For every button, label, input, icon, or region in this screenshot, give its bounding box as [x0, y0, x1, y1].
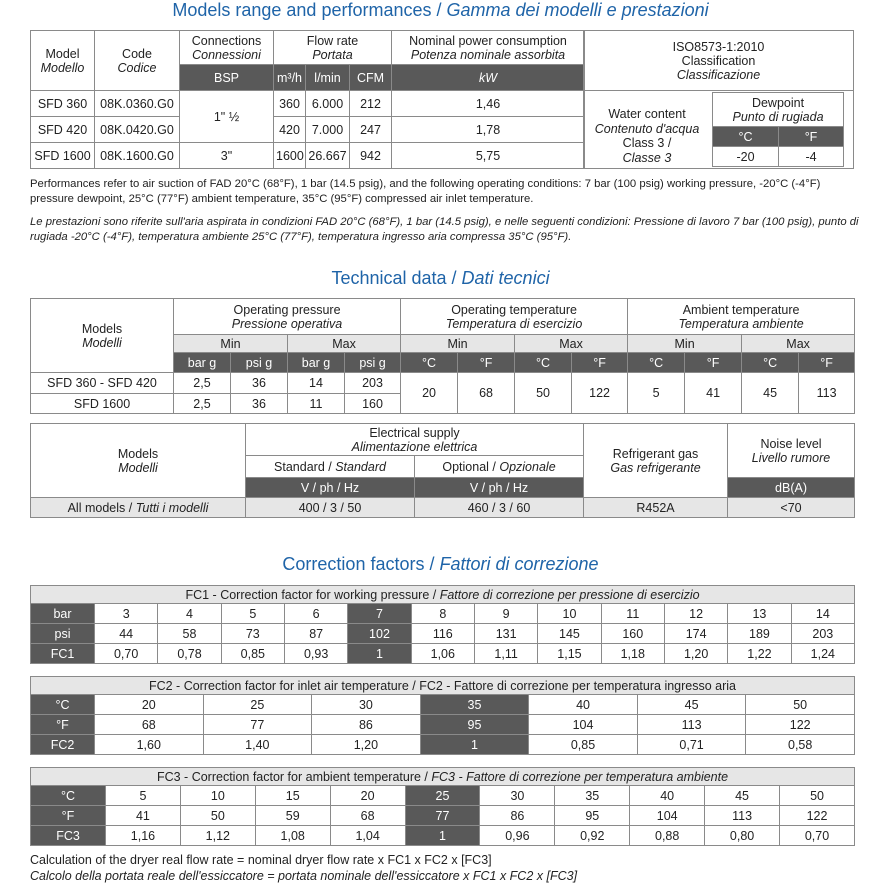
cell-cfm: 942: [350, 143, 392, 169]
title-en: Models range and performances: [172, 0, 432, 20]
cell-value: 1,18: [601, 644, 664, 664]
cell-value: 1,20: [664, 644, 727, 664]
cell-value: 30: [312, 695, 421, 715]
water-en: Water content: [608, 107, 686, 121]
cell-value: 87: [284, 624, 347, 644]
header-electrical-supply: Electrical supply Alimentazione elettrica: [246, 424, 584, 456]
table-row: [31, 644, 855, 664]
cell-value: 1,22: [728, 644, 791, 664]
cell-value: 1,15: [538, 644, 601, 664]
table-row: [31, 786, 855, 806]
cell-connection: 3": [180, 143, 274, 169]
cell-models: SFD 360 - SFD 420: [31, 373, 174, 394]
cell-value: 8: [411, 604, 474, 624]
cell-model: SFD 1600: [31, 143, 95, 169]
table-row: [31, 806, 855, 826]
cell-value: 95: [420, 715, 529, 735]
cell-model: SFD 360: [31, 91, 95, 117]
cell-value: 122: [572, 373, 628, 414]
header-dewpoint: Dewpoint Punto di rugiada: [713, 93, 844, 127]
title-it: Gamma dei modelli e prestazioni: [446, 0, 709, 20]
table-row: [31, 604, 855, 624]
cell-value: 12: [664, 604, 727, 624]
row-label: °C: [31, 786, 106, 806]
cell-value: 13: [728, 604, 791, 624]
cell-value: 41: [685, 373, 742, 414]
cell-value: 1,20: [312, 735, 421, 755]
min-label: Min: [401, 335, 515, 353]
cell-value: 1,16: [106, 826, 181, 846]
table-row: [31, 826, 855, 846]
table-row: [31, 143, 585, 169]
dew-f-value: -4: [779, 147, 844, 167]
cell-value: 50: [746, 695, 855, 715]
cell-value: 0,96: [480, 826, 555, 846]
title-it: Dati tecnici: [461, 268, 550, 288]
cell-value: 0,71: [637, 735, 746, 755]
cell-value: 113: [705, 806, 780, 826]
cell-value: 95: [555, 806, 630, 826]
unit-f: °F: [799, 353, 855, 373]
fc2-table: [30, 676, 855, 755]
unit-psig: psi g: [231, 353, 288, 373]
header-ambient-temperature: Ambient temperature Temperatura ambiente: [628, 299, 855, 335]
min-label: Min: [628, 335, 742, 353]
cell-value: 36: [231, 373, 288, 394]
cell-noise-value: <70: [728, 498, 855, 518]
table-row: [31, 624, 855, 644]
cell-value: 20: [95, 695, 204, 715]
cell-value: 6: [284, 604, 347, 624]
unit-barg: bar g: [174, 353, 231, 373]
tech-table-1: [30, 298, 855, 414]
cell-value: 36: [231, 394, 288, 414]
cell-value: 35: [420, 695, 529, 715]
table-row: [31, 498, 855, 518]
max-label: Max: [515, 335, 628, 353]
models-table: [30, 30, 585, 169]
cell-value: 45: [742, 373, 799, 414]
fc1-table: [30, 585, 855, 664]
cell-value: 1,40: [203, 735, 312, 755]
water-class: Class 3 / Classe 3: [622, 136, 672, 165]
cell-value: 160: [601, 624, 664, 644]
cell-refrigerant-value: R452A: [584, 498, 728, 518]
fc3-title: FC3 - Correction factor for ambient temperature / FC3 - Fattore di correzione per temperatura ambiente: [31, 768, 855, 786]
cell-value: 77: [405, 806, 480, 826]
cell-value: 1: [405, 826, 480, 846]
row-label: °F: [31, 806, 106, 826]
footer-formula-en: Calculation of the dryer real flow rate = nominal dryer flow rate x FC1 x FC2 x [FC3]: [30, 853, 492, 867]
header-code: Code Codice: [95, 31, 180, 91]
unit-c: °C: [742, 353, 799, 373]
cell-value: 104: [630, 806, 705, 826]
cell-value: 11: [601, 604, 664, 624]
cell-value: 77: [203, 715, 312, 735]
title-sep: /: [446, 268, 462, 288]
cell-value: 1,04: [330, 826, 405, 846]
cell-value: 41: [106, 806, 181, 826]
title-en: Technical data: [331, 268, 447, 288]
unit-c: °C: [628, 353, 685, 373]
cell-connection: 1" ½: [180, 91, 274, 143]
header-operating-temperature: Operating temperature Temperatura di esercizio: [401, 299, 628, 335]
cell-value: 45: [705, 786, 780, 806]
cell-value: 0,70: [95, 644, 158, 664]
cell-value: 4: [158, 604, 221, 624]
cell-value: 50: [780, 786, 855, 806]
cell-value: 10: [538, 604, 601, 624]
cell-value: 0,58: [746, 735, 855, 755]
cell-value: 30: [480, 786, 555, 806]
cell-value: 1: [420, 735, 529, 755]
cell-value: 15: [255, 786, 330, 806]
cell-standard-value: 400 / 3 / 50: [246, 498, 415, 518]
cell-value: 203: [791, 624, 854, 644]
cell-kw: 5,75: [392, 143, 585, 169]
cell-value: 1,08: [255, 826, 330, 846]
cell-m3h: 420: [274, 117, 306, 143]
table-row: [31, 735, 855, 755]
performance-note-en: Performances refer to air suction of FAD 20°C (68°F), 1 bar (14.5 psig), and the following operating conditions: 7 bar (100 psig) working pressure, -20°C (-4°F) pressure dewpoint, 25°C (77°F) ambient temperature, 35°C (95°F) compressed air inlet temperature.: [30, 178, 821, 205]
unit-c: °C: [713, 127, 779, 147]
dew-c-value: -20: [713, 147, 779, 167]
header-models: Models Modelli: [31, 299, 174, 373]
cell-value: 174: [664, 624, 727, 644]
cell-value: 9: [474, 604, 537, 624]
cell-value: 45: [637, 695, 746, 715]
cell-value: 14: [288, 373, 345, 394]
table-row: [31, 695, 855, 715]
header-noise: Noise level Livello rumore: [728, 424, 855, 478]
cell-value: 113: [637, 715, 746, 735]
cell-code: 08K.1600.G0: [95, 143, 180, 169]
header-standard: Standard / Standard: [246, 456, 415, 478]
cell-m3h: 360: [274, 91, 306, 117]
cell-value: 5: [221, 604, 284, 624]
cell-value: 189: [728, 624, 791, 644]
row-label: °F: [31, 715, 95, 735]
cell-value: 0,85: [529, 735, 638, 755]
section-title-models: [0, 0, 881, 21]
tech-table-2: [30, 423, 855, 518]
cell-value: 1,06: [411, 644, 474, 664]
cell-value: 0,80: [705, 826, 780, 846]
unit-c: °C: [401, 353, 458, 373]
unit-dba: dB(A): [728, 478, 855, 498]
cell-value: 2,5: [174, 373, 231, 394]
cell-value: 0,88: [630, 826, 705, 846]
unit-barg: bar g: [288, 353, 345, 373]
cell-value: 68: [458, 373, 515, 414]
cell-m3h: 1600: [274, 143, 306, 169]
header-models: Models Modelli: [31, 424, 246, 498]
row-label: bar: [31, 604, 95, 624]
cell-value: 5: [106, 786, 181, 806]
fc2-title: FC2 - Correction factor for inlet air temperature / FC2 - Fattore di correzione per temperatura ingresso aria: [31, 677, 855, 695]
title-sep: /: [431, 0, 447, 20]
header-optional: Optional / Opzionale: [415, 456, 584, 478]
cell-value: 0,85: [221, 644, 284, 664]
cell-value: 1,11: [474, 644, 537, 664]
table-row: [31, 91, 585, 117]
water-it: Contenuto d'acqua: [594, 121, 700, 136]
cell-models: SFD 1600: [31, 394, 174, 414]
row-label: FC3: [31, 826, 106, 846]
table-row: [31, 117, 585, 143]
cell-value: 58: [158, 624, 221, 644]
header-operating-pressure: Operating pressure Pressione operativa: [174, 299, 401, 335]
title-en: Correction factors: [282, 554, 425, 574]
unit-lmin: l/min: [306, 65, 350, 91]
fc1-title: FC1 - Correction factor for working pressure / Fattore di correzione per pressione di esercizio: [31, 586, 855, 604]
title-sep: /: [424, 554, 440, 574]
cell-value: 116: [411, 624, 474, 644]
unit-vphhz: V / ph / Hz: [246, 478, 415, 498]
row-label: psi: [31, 624, 95, 644]
cell-value: 1,12: [180, 826, 255, 846]
cell-lmin: 6.000: [306, 91, 350, 117]
cell-value: 10: [180, 786, 255, 806]
unit-m3h: m³/h: [274, 65, 306, 91]
cell-value: 68: [330, 806, 405, 826]
cell-value: 86: [312, 715, 421, 735]
cell-value: 1: [348, 644, 411, 664]
cell-value: 68: [95, 715, 204, 735]
cell-value: 44: [95, 624, 158, 644]
cell-kw: 1,46: [392, 91, 585, 117]
title-it: Fattori di correzione: [439, 554, 599, 574]
cell-value: 35: [555, 786, 630, 806]
cell-value: 40: [529, 695, 638, 715]
cell-value: 203: [345, 373, 401, 394]
performance-note-it: Le prestazioni sono riferite sull'aria aspirata in condizioni FAD 20°C (68°F), 1 bar (14.5 psig), e nelle seguenti condizioni: Pressione di lavoro 7 bar (100 psig), punto di rugiada -20°C (-4°F), temperatura ambiente 25°C (77°F), temperatura ingresso aria compressa 35°C (95°F).: [30, 216, 859, 243]
cell-value: 160: [345, 394, 401, 414]
cell-value: 73: [221, 624, 284, 644]
cell-value: 102: [348, 624, 411, 644]
cell-value: 20: [401, 373, 458, 414]
cell-value: 11: [288, 394, 345, 414]
cell-value: 25: [405, 786, 480, 806]
unit-bsp: BSP: [180, 65, 274, 91]
cell-value: 7: [348, 604, 411, 624]
unit-vphhz: V / ph / Hz: [415, 478, 584, 498]
cell-lmin: 26.667: [306, 143, 350, 169]
min-label: Min: [174, 335, 288, 353]
cell-value: 0,93: [284, 644, 347, 664]
cell-code: 08K.0420.G0: [95, 117, 180, 143]
cell-model: SFD 420: [31, 117, 95, 143]
cell-value: 14: [791, 604, 854, 624]
cell-value: 50: [180, 806, 255, 826]
table-row: [31, 373, 855, 394]
header-connections: Connections Connessioni: [180, 31, 274, 65]
row-label: FC1: [31, 644, 95, 664]
cell-value: 131: [474, 624, 537, 644]
footer-formula-it: Calcolo della portata reale dell'essiccatore = portata nominale dell'essiccatore x FC1 x FC2 x [FC3]: [30, 869, 578, 883]
row-label: °C: [31, 695, 95, 715]
section-title-tech: [0, 268, 881, 289]
cell-value: 25: [203, 695, 312, 715]
header-iso: ISO8573-1:2010 Classification Classificazione: [584, 31, 854, 91]
row-label: FC2: [31, 735, 95, 755]
cell-value: 145: [538, 624, 601, 644]
cell-code: 08K.0360.G0: [95, 91, 180, 117]
cell-value: 113: [799, 373, 855, 414]
max-label: Max: [742, 335, 855, 353]
cell-value: 50: [515, 373, 572, 414]
cell-cfm: 212: [350, 91, 392, 117]
cell-all-models: All models / Tutti i modelli: [31, 498, 246, 518]
unit-kw: kW: [392, 65, 585, 91]
cell-value: 122: [780, 806, 855, 826]
cell-value: 1,60: [95, 735, 204, 755]
unit-f: °F: [572, 353, 628, 373]
unit-f: °F: [779, 127, 844, 147]
max-label: Max: [288, 335, 401, 353]
unit-cfm: CFM: [350, 65, 392, 91]
unit-f: °F: [685, 353, 742, 373]
fc3-table: [30, 767, 855, 846]
cell-value: 0,92: [555, 826, 630, 846]
cell-value: 3: [95, 604, 158, 624]
cell-cfm: 247: [350, 117, 392, 143]
cell-value: 2,5: [174, 394, 231, 414]
unit-c: °C: [515, 353, 572, 373]
cell-value: 40: [630, 786, 705, 806]
cell-kw: 1,78: [392, 117, 585, 143]
unit-psig: psi g: [345, 353, 401, 373]
cell-value: 1,24: [791, 644, 854, 664]
cell-optional-value: 460 / 3 / 60: [415, 498, 584, 518]
cell-value: 86: [480, 806, 555, 826]
cell-value: 122: [746, 715, 855, 735]
unit-f: °F: [458, 353, 515, 373]
header-flow: Flow rate Portata: [274, 31, 392, 65]
cell-value: 59: [255, 806, 330, 826]
cell-value: 0,70: [780, 826, 855, 846]
section-title-correction: [0, 554, 881, 575]
header-model: Model Modello: [31, 31, 95, 91]
cell-lmin: 7.000: [306, 117, 350, 143]
table-row: [31, 715, 855, 735]
dewpoint-table: [712, 92, 844, 167]
cell-value: 20: [330, 786, 405, 806]
header-refrigerant: Refrigerant gas Gas refrigerante: [584, 424, 728, 498]
cell-value: 104: [529, 715, 638, 735]
cell-value: 5: [628, 373, 685, 414]
cell-value: 0,78: [158, 644, 221, 664]
header-power: Nominal power consumption Potenza nominale assorbita: [392, 31, 585, 65]
